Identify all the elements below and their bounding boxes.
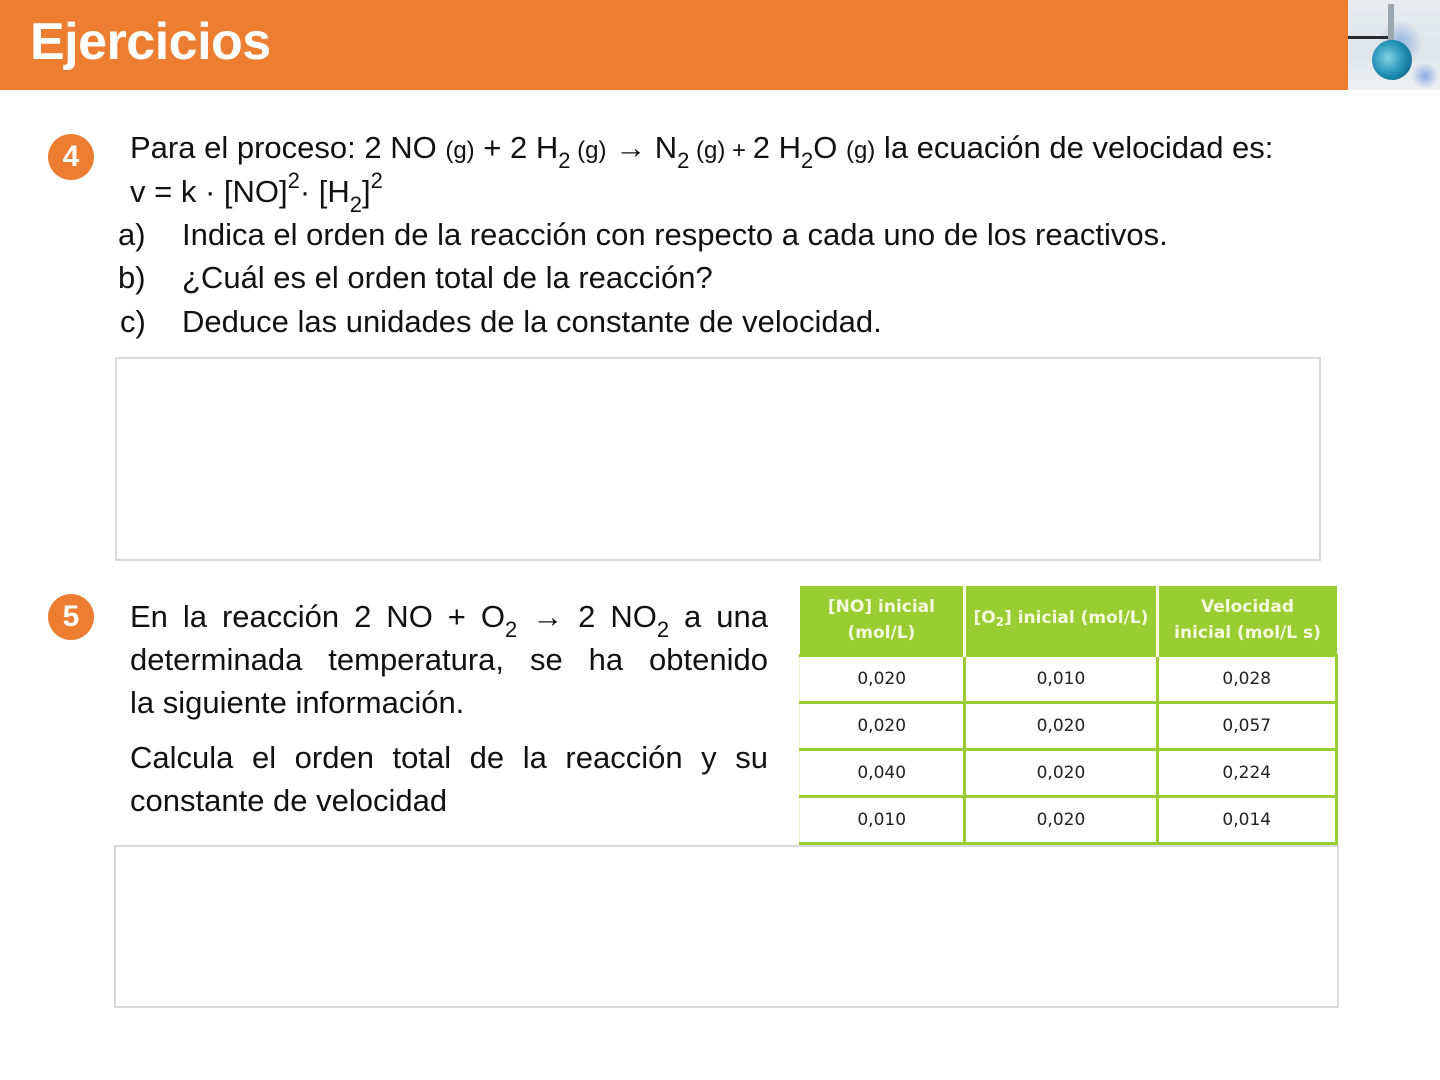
header-bar: [0, 0, 1348, 90]
header-no-initial: [NO] inicial (mol/L): [800, 586, 965, 656]
exercise5-line2: determinada temperatura, se ha obtenido: [130, 642, 768, 677]
exercise5-statement: [130, 595, 768, 724]
chemistry-flask-icon: [1348, 0, 1440, 90]
table-row: [800, 703, 1337, 750]
rate-law-equation: $v = k \cdot [NO]^2\cdot [H_2]^2$: [130, 168, 383, 217]
exercise5-line1: En la reacción 2 NO + $O_2 \to 2$ $NO_2$ a una: [130, 599, 768, 642]
table-cell: 0,010: [800, 797, 965, 844]
table-cell: 0,020: [800, 703, 965, 750]
exercise5-line3: la siguiente información.: [130, 685, 465, 720]
table-header-row: [800, 586, 1337, 656]
exercise-number-badge-5: 5: [48, 594, 94, 640]
table-cell: 0,040: [800, 750, 965, 797]
table-cell: 0,020: [965, 703, 1157, 750]
table-row: [800, 750, 1337, 797]
table-cell: 0,020: [965, 797, 1157, 844]
table-row: [800, 797, 1337, 844]
table-cell: 0,020: [800, 656, 965, 703]
header-initial-rate: Velocidad inicial (mol/L s): [1157, 586, 1336, 656]
table-cell: 0,028: [1157, 656, 1336, 703]
question-b: b) ¿Cuál es el orden total de la reacción?: [118, 260, 713, 295]
question-a: a) Indica el orden de la reacción con respecto a cada uno de los reactivos.: [118, 217, 1168, 252]
page-title: Ejercicios: [30, 13, 271, 71]
exercise5-task: [130, 736, 768, 822]
question-c: c) Deduce las unidades de la constante de velocidad.: [120, 304, 882, 339]
exercise4-answer-box[interactable]: [115, 357, 1321, 561]
exercise4-statement: Para el proceso: 2 NO (g) + 2 $H_2$ $(g) \to N_2$ (g) + 2 $H_2O$ (g) la ecuación de velocidad es:: [130, 130, 1274, 173]
exercise5-answer-box[interactable]: [114, 845, 1339, 1008]
exercise-number-badge-4: 4: [48, 134, 94, 180]
exercise5-task-line2: constante de velocidad: [130, 783, 448, 818]
table-cell: 0,057: [1157, 703, 1336, 750]
exercise5-task-line1: Calcula el orden total de la reacción y su: [130, 740, 768, 775]
table-row: [800, 656, 1337, 703]
table-cell: 0,020: [965, 750, 1157, 797]
header-o2-initial: [O2] inicial (mol/L): [965, 586, 1157, 656]
table-cell: 0,010: [965, 656, 1157, 703]
table-cell: 0,224: [1157, 750, 1336, 797]
kinetics-data-table: [799, 586, 1338, 845]
table-cell: 0,014: [1157, 797, 1336, 844]
